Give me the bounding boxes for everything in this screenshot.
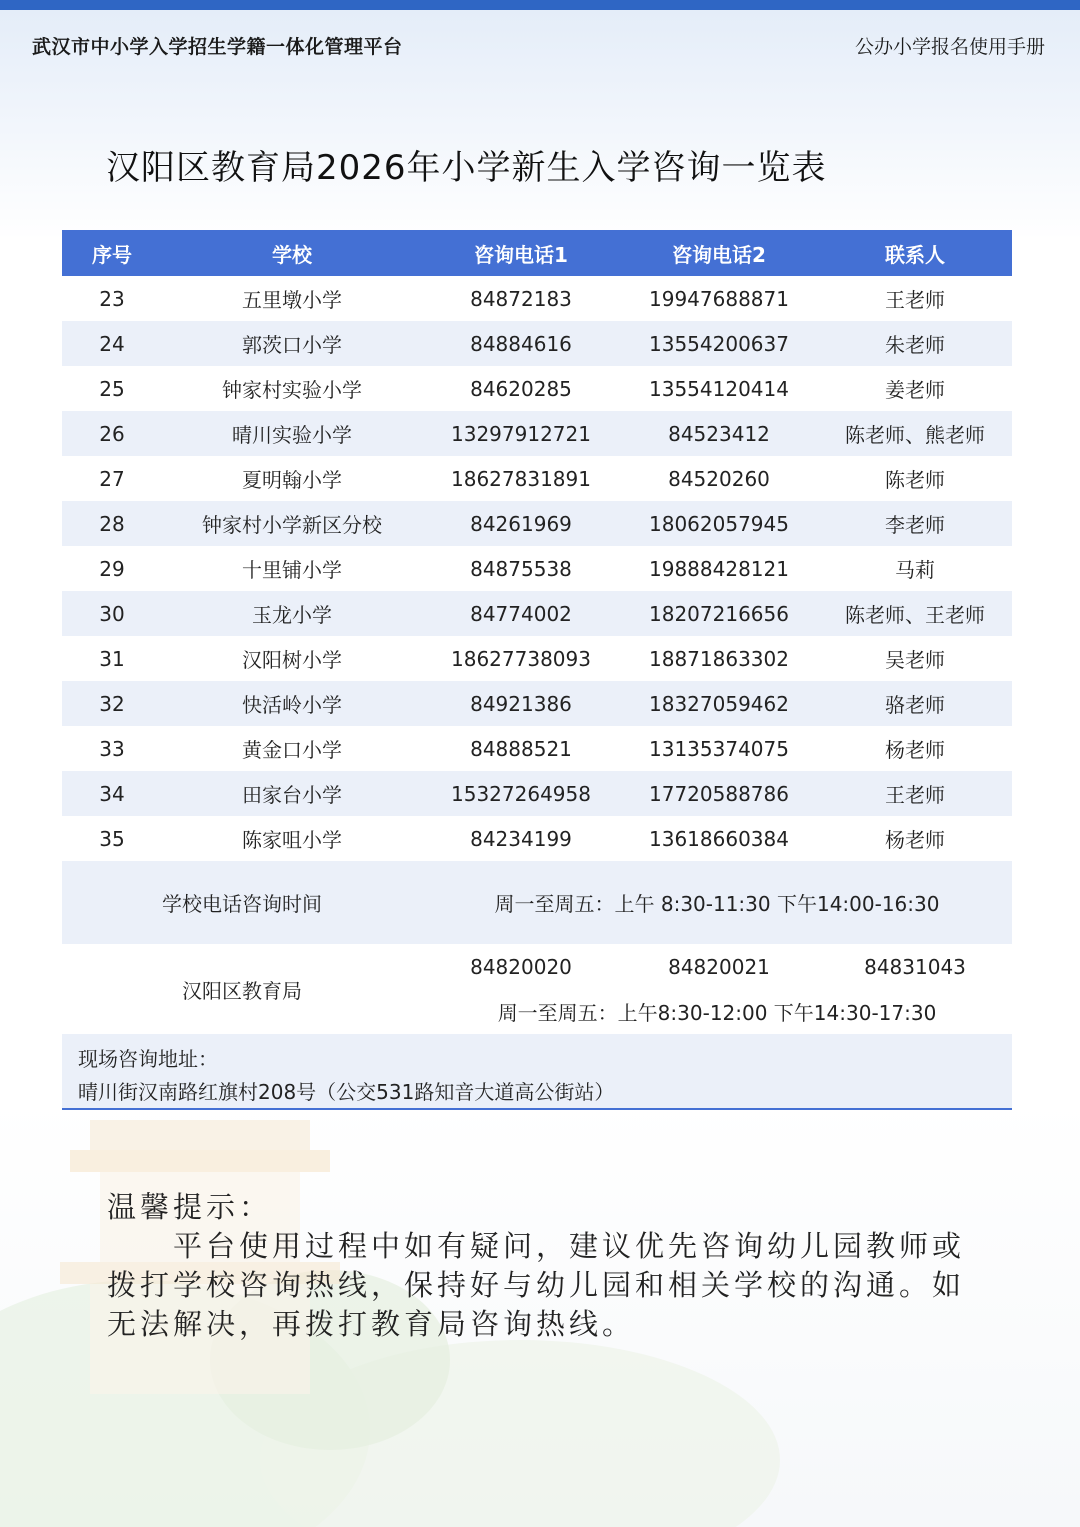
table-row: [62, 681, 1012, 726]
cell-phone2: 84520260: [620, 456, 818, 501]
cell-phone2: 13554200637: [620, 321, 818, 366]
cell-contact: 朱老师: [818, 321, 1012, 366]
cell-index: 23: [62, 276, 162, 321]
table-row: [62, 591, 1012, 636]
cell-index: 29: [62, 546, 162, 591]
school-hours-value: 周一至周五：上午 8:30-11:30 下午14:00-16:30: [422, 861, 1012, 944]
bureau-phones-row: [62, 944, 1012, 989]
cell-contact: 骆老师: [818, 681, 1012, 726]
cell-phone2: 18207216656: [620, 591, 818, 636]
cell-index: 34: [62, 771, 162, 816]
manual-name: 公办小学报名使用手册: [854, 36, 1045, 58]
top-accent-bar: [0, 0, 1080, 10]
cell-school: 十里铺小学: [162, 546, 422, 591]
table-row: [62, 276, 1012, 321]
table-row: [62, 456, 1012, 501]
bureau-phone-3: 84831043: [818, 944, 1012, 989]
cell-school: 钟家村实验小学: [162, 366, 422, 411]
cell-school: 玉龙小学: [162, 591, 422, 636]
column-header-contact: 联系人: [818, 230, 1012, 276]
cell-phone2: 19888428121: [620, 546, 818, 591]
cell-index: 27: [62, 456, 162, 501]
table-row: [62, 816, 1012, 861]
cell-contact: 陈老师、王老师: [818, 591, 1012, 636]
column-header-phone2: 咨询电话2: [620, 230, 818, 276]
address-label: 现场咨询地址：: [78, 1047, 218, 1071]
cell-school: 五里墩小学: [162, 276, 422, 321]
cell-phone1: 84921386: [422, 681, 620, 726]
cell-contact: 吴老师: [818, 636, 1012, 681]
cell-contact: 陈老师: [818, 456, 1012, 501]
cell-school: 夏明翰小学: [162, 456, 422, 501]
cell-phone2: 13618660384: [620, 816, 818, 861]
cell-index: 26: [62, 411, 162, 456]
bureau-hours-value: 周一至周五：上午8:30-12:00 下午14:30-17:30: [422, 989, 1012, 1034]
cell-phone1: 84234199: [422, 816, 620, 861]
cell-contact: 杨老师: [818, 816, 1012, 861]
notice-body: 平台使用过程中如有疑问，建议优先咨询幼儿园教师或拨打学校咨询热线，保持好与幼儿园和相关学校的沟通。如无法解决，再拨打教育局咨询热线。: [107, 1229, 966, 1341]
notice-heading: 温馨提示：: [107, 1190, 273, 1224]
cell-school: 汉阳树小学: [162, 636, 422, 681]
table-row: [62, 366, 1012, 411]
bureau-phone-2: 84820021: [620, 944, 818, 989]
cell-phone1: 84774002: [422, 591, 620, 636]
column-header-index: 序号: [62, 230, 162, 276]
cell-contact: 李老师: [818, 501, 1012, 546]
cell-school: 郭茨口小学: [162, 321, 422, 366]
cell-school: 陈家咀小学: [162, 816, 422, 861]
cell-contact: 王老师: [818, 276, 1012, 321]
table-row: [62, 771, 1012, 816]
cell-contact: 马莉: [818, 546, 1012, 591]
notice-section: [107, 1188, 987, 1344]
column-header-school: 学校: [162, 230, 422, 276]
table-row: [62, 726, 1012, 771]
cell-phone2: 13554120414: [620, 366, 818, 411]
cell-phone1: 18627831891: [422, 456, 620, 501]
cell-index: 24: [62, 321, 162, 366]
cell-contact: 杨老师: [818, 726, 1012, 771]
cell-school: 快活岭小学: [162, 681, 422, 726]
cell-index: 30: [62, 591, 162, 636]
address-box: [62, 1034, 1012, 1110]
bureau-label: 汉阳区教育局: [62, 944, 422, 1034]
cell-phone1: 84620285: [422, 366, 620, 411]
cell-phone2: 13135374075: [620, 726, 818, 771]
cell-phone1: 15327264958: [422, 771, 620, 816]
bureau-phone-1: 84820020: [422, 944, 620, 989]
cell-phone2: 19947688871: [620, 276, 818, 321]
cell-index: 33: [62, 726, 162, 771]
cell-phone1: 84872183: [422, 276, 620, 321]
cell-phone1: 84888521: [422, 726, 620, 771]
table-row: [62, 321, 1012, 366]
cell-contact: 陈老师、熊老师: [818, 411, 1012, 456]
platform-name: 武汉市中小学入学招生学籍一体化管理平台: [32, 36, 403, 58]
cell-phone2: 18871863302: [620, 636, 818, 681]
cell-index: 25: [62, 366, 162, 411]
cell-index: 31: [62, 636, 162, 681]
cell-school: 晴川实验小学: [162, 411, 422, 456]
cell-index: 35: [62, 816, 162, 861]
table-row: [62, 501, 1012, 546]
cell-school: 田家台小学: [162, 771, 422, 816]
cell-phone1: 18627738093: [422, 636, 620, 681]
table-row: [62, 411, 1012, 456]
address-value: 晴川街汉南路红旗村208号（公交531路知音大道高公街站）: [78, 1080, 615, 1104]
cell-phone2: 17720588786: [620, 771, 818, 816]
consultation-table: [62, 230, 1012, 1034]
cell-contact: 王老师: [818, 771, 1012, 816]
cell-phone1: 84884616: [422, 321, 620, 366]
page-title: 汉阳区教育局2026年小学新生入学咨询一览表: [106, 148, 827, 188]
cell-school: 黄金口小学: [162, 726, 422, 771]
school-hours-row: [62, 861, 1012, 944]
table-row: [62, 636, 1012, 681]
cell-phone2: 18062057945: [620, 501, 818, 546]
cell-phone1: 84875538: [422, 546, 620, 591]
cell-phone2: 84523412: [620, 411, 818, 456]
cell-phone1: 84261969: [422, 501, 620, 546]
column-header-phone1: 咨询电话1: [422, 230, 620, 276]
cell-index: 28: [62, 501, 162, 546]
cell-contact: 姜老师: [818, 366, 1012, 411]
school-hours-label: 学校电话咨询时间: [62, 861, 422, 944]
table-row: [62, 546, 1012, 591]
cell-index: 32: [62, 681, 162, 726]
cell-phone1: 13297912721: [422, 411, 620, 456]
cell-phone2: 18327059462: [620, 681, 818, 726]
table-header-row: [62, 230, 1012, 276]
cell-school: 钟家村小学新区分校: [162, 501, 422, 546]
